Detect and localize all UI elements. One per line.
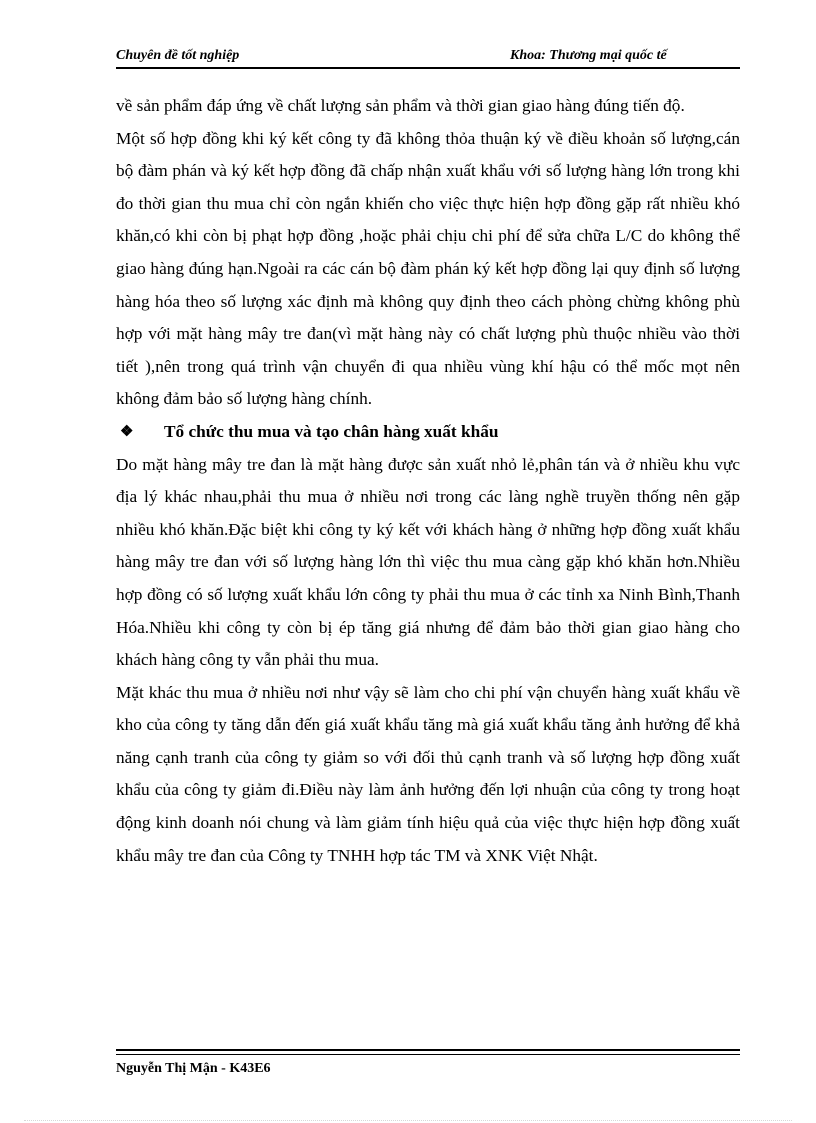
page-header [116,46,740,66]
footer-author: Nguyễn Thị Mận - K43E6 [116,1061,271,1076]
page-edge-dots [24,1120,792,1121]
footer-divider-thick [116,1049,740,1051]
diamond-bullet-icon: ❖ [120,423,134,440]
section-heading [116,416,740,449]
header-faculty: Khoa: Thương mại quốc tế [510,48,667,63]
paragraph-purchasing: Do mặt hàng mây tre đan là mặt hàng được sản xuất nhỏ lẻ,phân tán và ở nhiều khu vực địa lý khác nhau,phải thu mua ở nhiều nơi trong các làng nghề truyền thống nên gặp nhiều khó khăn.Đặc biệt khi công ty ký kết với khách hàng ở những hợp đồng xuất khẩu hàng mây tre đan với số lượng hàng lớn thì việc thu mua càng gặp khó khăn hơn.Nhiều hợp đồng có số lượng xuất khẩu lớn công ty phải thu mua ở các tỉnh xa Ninh Bình,Thanh Hóa.Nhiều khi công ty còn bị ép tăng giá nhưng để đảm bảo thời gian giao hàng cho khách hàng công ty vẫn phải thu mua. [116,454,740,670]
header-divider [116,67,740,69]
section-heading-text: Tổ chức thu mua và tạo chân hàng xuất khẩu [164,421,499,441]
paragraph-contract-quantity: Một số hợp đồng khi ký kết công ty đã không thỏa thuận ký về điều khoản số lượng,cán bộ đàm phán và ký kết hợp đồng đã chấp nhận xuất khẩu với số lượng hàng lớn trong khi đo thời gian thu mua chỉ còn ngắn khiến cho việc thực hiện hợp đồng gặp rất nhiều khó khăn,có khi còn bị phạt hợp đồng ,hoặc phải chịu chi phí để sửa chữa L/C do không thể giao hàng đúng hạn.Ngoài ra các cán bộ đàm phán ký kết hợp đồng lại quy định số lượng hàng hóa theo số lượng xác định mà không quy định theo cách phòng chừng không phù hợp với mặt hàng mây tre đan(vì mặt hàng này có chất lượng phù thuộc nhiều vào thời tiết ),nên trong quá trình vận chuyển đi qua nhiều vùng khí hậu có thể mốc mọt nên không đảm bảo số lượng hàng chính. [116,128,740,409]
paragraph-costs: Mặt khác thu mua ở nhiều nơi như vậy sẽ làm cho chi phí vận chuyển hàng xuất khẩu về kho của công ty tăng dẫn đến giá xuất khẩu tăng mà giá xuất khẩu tăng ảnh hưởng để khả năng cạnh tranh của công ty giảm so với đối thủ cạnh tranh và số lượng hợp đồng xuất khẩu của công ty giảm đi.Điều này làm ảnh hưởng đến lợi nhuận của công ty trong hoạt động kinh doanh nói chung và làm giảm tính hiệu quả của việc thực hiện hợp đồng xuất khẩu mây tre đan của Công ty TNHH hợp tác TM và XNK Việt Nhật. [116,682,740,865]
document-body [116,90,740,872]
header-thesis-title: Chuyên đề tốt nghiệp [116,48,240,63]
paragraph-continuation: về sản phẩm đáp ứng về chất lượng sản phẩm và thời gian giao hàng đúng tiến độ. [116,96,685,115]
footer-divider-thin [116,1054,740,1055]
